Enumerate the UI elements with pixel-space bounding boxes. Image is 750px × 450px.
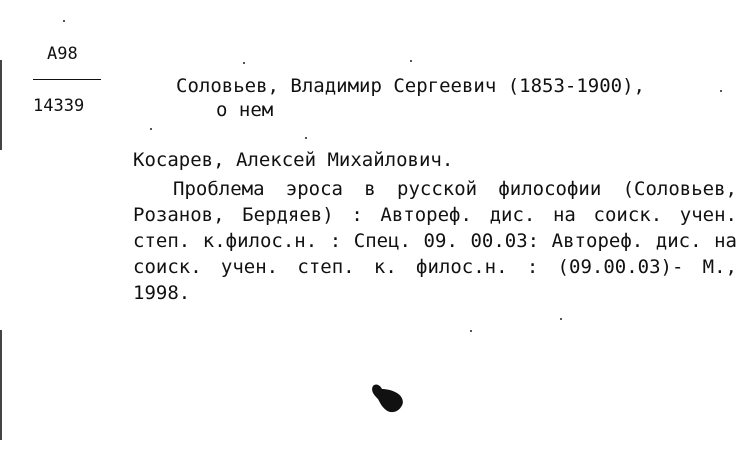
card-edge-mark [0,330,2,440]
ink-blot [370,383,404,415]
paper-speck [63,20,65,22]
paper-speck [243,62,245,64]
subject-heading-line1: Соловьев, Владимир Сергеевич (1853-1900), [176,75,645,97]
card-edge-mark [0,60,2,150]
paper-speck [150,128,152,130]
call-number-top: A98 [47,44,78,64]
subject-heading-line2: о нем [216,99,274,121]
entry-author: Косарев, Алексей Михайлович. [133,149,454,171]
call-number-divider [33,79,101,80]
paper-speck [560,318,562,320]
paper-speck [720,90,722,92]
entry-description: Проблема эроса в русской философии (Соловьев, Розанов, Бердяев) : Автореф. дис. на соиск. учен. степ. к.филос.н. : Спец. 09. 00.03: Автореф. дис. на соиск. учен. степ. к. филос.н. : (09.00.03)- М., 1998. [133,178,737,304]
paper-speck [470,330,472,332]
paper-speck [410,60,412,62]
call-number-bottom: 14339 [33,96,85,116]
paper-speck [305,137,307,139]
